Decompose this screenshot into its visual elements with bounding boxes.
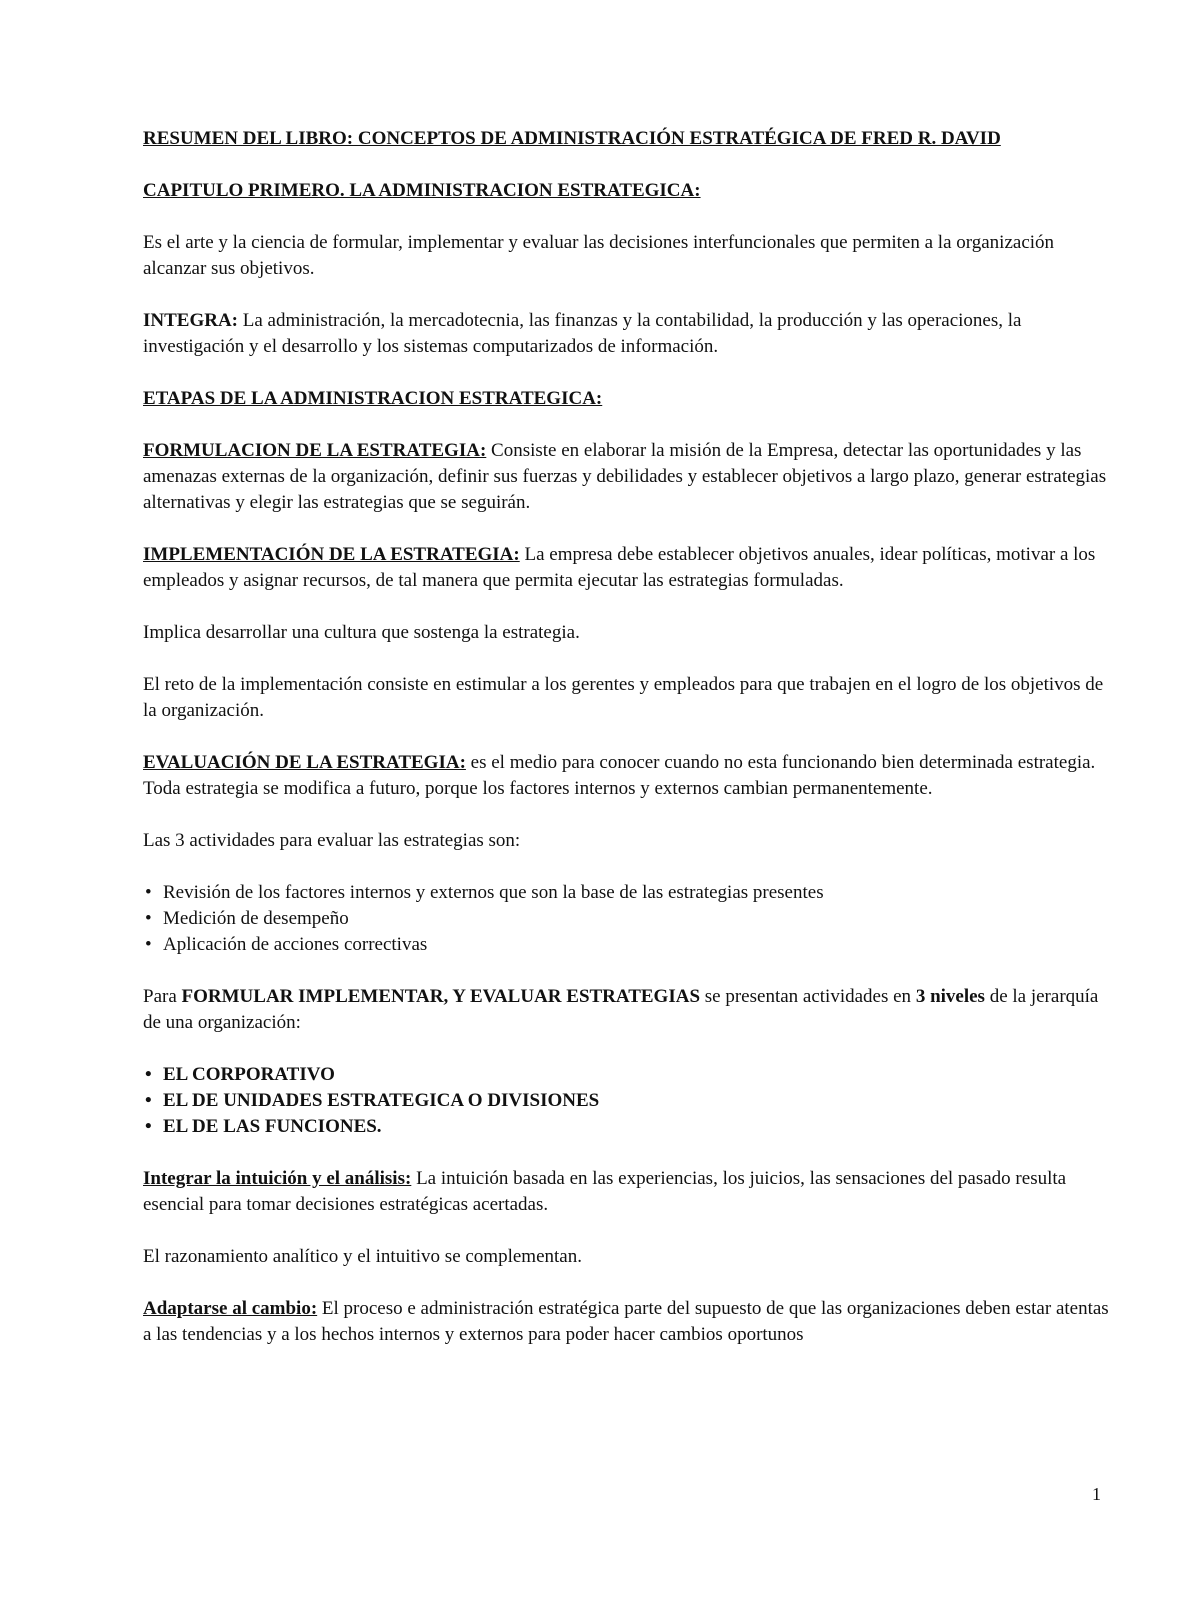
implementacion-paragraph bbox=[143, 542, 1113, 594]
implementacion-text: La empresa debe establecer objetivos anuales, idear políticas, motivar a los empleados y asignar recursos, de tal manera que permita ejecutar las estrategias formuladas. bbox=[143, 544, 1096, 591]
list-item: • EL DE LAS FUNCIONES. bbox=[143, 1114, 1113, 1140]
adaptarse-label: Adaptarse al cambio: bbox=[143, 1298, 318, 1319]
list-item: • EL DE UNIDADES ESTRATEGICA O DIVISIONES bbox=[143, 1088, 1113, 1114]
bullet-icon: • bbox=[145, 1116, 152, 1137]
definition-paragraph: Es el arte y la ciencia de formular, implementar y evaluar las decisiones interfuncionales que permiten a la organización alcanzar sus objetivos. bbox=[143, 232, 1055, 279]
chapter-heading: CAPITULO PRIMERO. LA ADMINISTRACION ESTRATEGICA: bbox=[143, 180, 701, 201]
formulacion-label: FORMULACION DE LA ESTRATEGIA: bbox=[143, 440, 487, 461]
integrar-label: Integrar la intuición y el análisis: bbox=[143, 1168, 412, 1189]
adaptarse-text: El proceso e administración estratégica parte del supuesto de que las organizaciones deben estar atentas a las tendencias y a los hechos internos y externos para poder hacer cambios oportunos bbox=[143, 1298, 1109, 1345]
list-item: • EL CORPORATIVO bbox=[143, 1062, 1113, 1088]
list-item: • Medición de desempeño bbox=[143, 906, 1113, 932]
niveles-list bbox=[143, 1062, 1113, 1140]
bullet-icon: • bbox=[145, 908, 152, 929]
reto-paragraph: El reto de la implementación consiste en estimular a los gerentes y empleados para que trabajen en el logro de los objetivos de la organización. bbox=[143, 674, 1104, 721]
bullet-icon: • bbox=[145, 1064, 152, 1085]
actividades-intro: Las 3 actividades para evaluar las estrategias son: bbox=[143, 830, 521, 851]
razonamiento-paragraph: El razonamiento analítico y el intuitivo se complementan. bbox=[143, 1246, 582, 1267]
niveles-paragraph: Para FORMULAR IMPLEMENTAR, Y EVALUAR ESTRATEGIAS se presentan actividades en 3 niveles de la jerarquía de una organización: bbox=[143, 986, 1099, 1033]
list-item: • Revisión de los factores internos y externos que son la base de las estrategias presentes bbox=[143, 880, 1113, 906]
adaptarse-paragraph bbox=[143, 1296, 1113, 1348]
integra-text: La administración, la mercadotecnia, las finanzas y la contabilidad, la producción y las operaciones, la investigación y el desarrollo y los sistemas computarizados de información. bbox=[143, 310, 1022, 357]
evaluacion-label: EVALUACIÓN DE LA ESTRATEGIA: bbox=[143, 752, 466, 773]
evaluacion-paragraph bbox=[143, 750, 1113, 802]
bullet-icon: • bbox=[145, 1090, 152, 1111]
integrar-text: La intuición basada en las experiencias, los juicios, las sensaciones del pasado resulta esencial para tomar decisiones estratégicas acertadas. bbox=[143, 1168, 1067, 1215]
document-body bbox=[143, 126, 1113, 1348]
bullet-icon: • bbox=[145, 934, 152, 955]
etapas-heading: ETAPAS DE LA ADMINISTRACION ESTRATEGICA: bbox=[143, 388, 603, 409]
actividades-list bbox=[143, 880, 1113, 958]
integra-label: INTEGRA: bbox=[143, 310, 239, 331]
page-number: 1 bbox=[1092, 1484, 1101, 1504]
formulacion-paragraph bbox=[143, 438, 1113, 516]
document-title: RESUMEN DEL LIBRO: CONCEPTOS DE ADMINISTRACIÓN ESTRATÉGICA DE FRED R. DAVID bbox=[143, 128, 1001, 149]
bullet-icon: • bbox=[145, 882, 152, 903]
integra-paragraph bbox=[143, 308, 1113, 360]
list-item: • Aplicación de acciones correctivas bbox=[143, 932, 1113, 958]
evaluacion-text: es el medio para conocer cuando no esta funcionando bien determinada estrategia. Toda estrategia se modifica a futuro, porque los factores internos y externos cambian permanentemente. bbox=[143, 752, 1096, 799]
formulacion-text: Consiste en elaborar la misión de la Empresa, detectar las oportunidades y las amenazas externas de la organización, definir sus fuerzas y debilidades y establecer objetivos a largo plazo, generar estrategias alternativas y elegir las estrategias que se seguirán. bbox=[143, 440, 1107, 513]
implementacion-label: IMPLEMENTACIÓN DE LA ESTRATEGIA: bbox=[143, 544, 520, 565]
implica-paragraph: Implica desarrollar una cultura que sostenga la estrategia. bbox=[143, 622, 580, 643]
integrar-paragraph bbox=[143, 1166, 1113, 1218]
